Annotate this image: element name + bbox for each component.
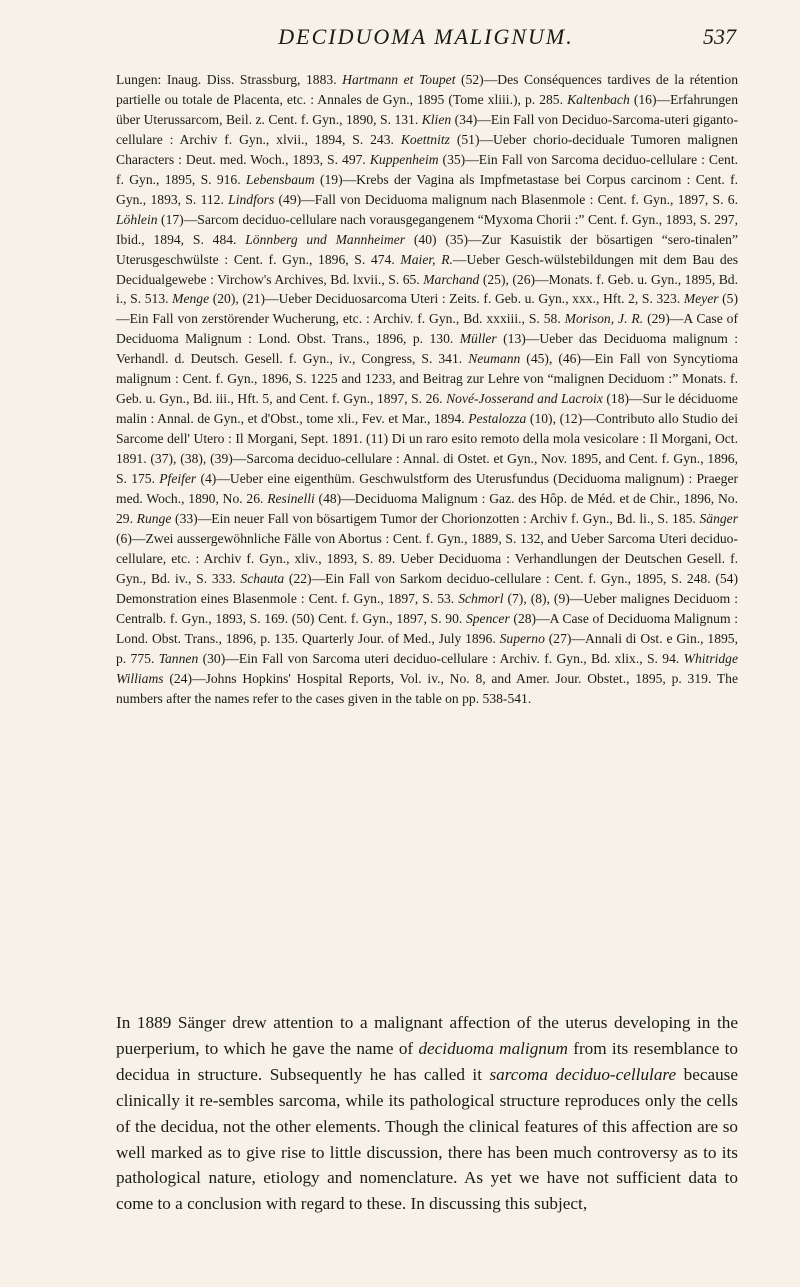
reference-text: (22)—Ein Fall von Sarkom deciduo-cellulare : Cent. f. Gyn., 1895, S. 248. (54) Demonstration eines Blasenmole : Cent. f. Gyn., 1897, S. 53. xyxy=(116,570,738,606)
body-paragraph xyxy=(116,1010,738,1217)
reference-italic: Runge xyxy=(136,510,172,526)
reference-text: (13)—Ueber das Deciduoma malignum : Verhandl. d. Deutsch. Gesell. f. Gyn., iv., Congress, S. 341. xyxy=(116,331,738,367)
reference-italic: Lindfors xyxy=(228,191,275,207)
reference-italic: Löhlein xyxy=(116,211,158,227)
reference-italic: Marchand xyxy=(423,271,480,287)
reference-italic: Nové-Josserand and Lacroix xyxy=(446,391,603,407)
reference-italic: Lebensbaum xyxy=(245,171,315,187)
reference-text: (29)—A Case of Deciduoma Malignum : Lond. Obst. Trans., 1896, p. 130. xyxy=(116,311,738,347)
reference-text: (45), (46)—Ein Fall von Syncytioma malignum : Cent. f. Gyn., 1896, S. 1225 and 1233, and Beitrag zur Lehre von “malignen Deciduom :” Monats. f. Geb. u. Gyn., Bd. iii., Hft. 5, and Cent. f. Gyn., 1897, S. 26. xyxy=(116,351,738,407)
reference-italic: Koettnitz xyxy=(400,131,450,147)
page-number: 537 xyxy=(703,24,736,49)
reference-italic: Pfeifer xyxy=(159,471,197,487)
reference-text: (20), (21)—Ueber Deciduosarcoma Uteri : Zeits. f. Geb. u. Gyn., xxx., Hft. 2, S. 323. xyxy=(209,291,684,307)
reference-text: (40) (35)—Zur Kasuistik der bösartigen “sero-tinalen” Uterusgeschwülste : Cent. f. Gyn., 1896, S. 474. xyxy=(116,231,738,267)
reference-text: (5)—Ein Fall von zerstörender Wucherung, etc. : Archiv. f. Gyn., Bd. xxxiii., S. 58. xyxy=(116,291,738,327)
reference-italic: Klien xyxy=(421,111,452,127)
reference-text: (35)—Ein Fall von Sarcoma deciduo-cellulare : Cent. f. Gyn., 1895, S. 916. xyxy=(116,151,738,187)
body-italic: sarcoma deciduo-cellulare xyxy=(489,1064,677,1084)
reference-text: (19)—Krebs der Vagina als Impfmetastase bei Corpus carcinom : Cent. f. Gyn., 1893, S. 112. xyxy=(116,171,738,207)
reference-text: (51)—Ueber chorio-deciduale Tumoren malignen Characters : Deut. med. Woch., 1893, S. 497. xyxy=(116,131,738,167)
reference-italic: Müller xyxy=(459,331,497,347)
reference-italic: Morison, J. R. xyxy=(564,311,644,327)
reference-italic: Superno xyxy=(499,630,545,646)
reference-text: (25), (26)—Monats. f. Geb. u. Gyn., 1895, Bd. i., S. 513. xyxy=(116,271,738,307)
reference-text: (34)—Ein Fall von Deciduo-Sarcoma-uteri giganto-cellulare : Archiv f. Gyn., xlvii., 1894, S. 243. xyxy=(116,111,738,147)
reference-text: (17)—Sarcom deciduo-cellulare nach vorausgegangenem “Myxoma Chorii :” Cent. f. Gyn., 1893, S. 297, Ibid., 1894, S. 484. xyxy=(116,211,738,247)
reference-italic: Tannen xyxy=(158,650,199,666)
body-italic: deciduoma malignum xyxy=(418,1038,568,1058)
reference-italic: Schmorl xyxy=(458,590,504,606)
reference-text: (52)—Des Conséquences tardives de la rétention partielle ou totale de Placenta, etc. : Annales de Gyn., 1895 (Tome xliii.), p. 285. xyxy=(116,72,738,107)
reference-list xyxy=(116,70,738,709)
running-header xyxy=(116,24,736,54)
reference-italic: Maier, R. xyxy=(400,251,453,267)
reference-italic: Kaltenbach xyxy=(567,91,630,107)
reference-text: (4)—Ueber eine eigenthüm. Geschwulstform des Uterusfundus (Deciduoma malignum) : Praeger med. Woch., 1890, No. 26. xyxy=(116,471,739,507)
reference-text: (49)—Fall von Deciduoma malignum nach Blasenmole : Cent. f. Gyn., 1897, S. 6. xyxy=(274,191,738,207)
running-title: DECIDUOMA MALIGNUM. xyxy=(278,24,574,49)
reference-text: (10), (12)—Contributo allo Studio dei Sarcome dell' Utero : Il Morgani, Sept. 1891. (11) Di un raro esito remoto della mola vesicolare : Il Morgani, Oct. 1891. (37), (38), (39)—Sarcoma deciduo-cellulare : Annal. di Ostet. et Gyn., Nov. 1895, and Cent. f. Gyn., 1896, S. 175. xyxy=(116,411,738,487)
reference-italic: Lönnberg und Mannheimer xyxy=(245,231,406,247)
reference-text: (16)—Erfahrungen über Uterussarcom, Beil. z. Cent. f. Gyn., 1890, S. 131. xyxy=(116,91,739,127)
reference-italic: Spencer xyxy=(465,610,510,626)
reference-text: (30)—Ein Fall von Sarcoma uteri deciduo-cellulare : Archiv. f. Gyn., Bd. xlix., S. 94. xyxy=(198,650,684,666)
reference-text: (28)—A Case of Deciduoma Malignum : Lond. Obst. Trans., 1896, p. 135. Quarterly Jour. of Med., July 1896. xyxy=(116,610,738,646)
reference-italic: Meyer xyxy=(683,291,719,307)
reference-text: (6)—Zwei aussergewöhnliche Fälle von Abortus : Cent. f. Gyn., 1889, S. 132, and Ueber Sarcoma Uteri deciduo-cellulare, etc. : Archiv f. Gyn., xliv., 1893, S. 89. Ueber Deciduoma : Verhandlungen der Deutschen Gesell. f. Gyn., Bd. iv., S. 333. xyxy=(116,530,738,586)
reference-text: Lungen: Inaug. Diss. Strassburg, 1883. xyxy=(116,72,343,87)
reference-text: (7), (8), (9)—Ueber malignes Deciduom : Centralb. f. Gyn., 1893, S. 169. (50) Cent. f. Gyn., 1897, S. 90. xyxy=(116,590,738,626)
reference-text: —Ueber Gesch-wülstebildungen mit dem Bau des Decidualgewebe : Virchow's Archives, Bd. lxvii., S. 65. xyxy=(116,251,739,287)
body-text: because clinically it re-sembles sarcoma, while its pathological structure reproduces only the cells of the decidua, not the other elements. Though the clinical features of this affection are so well marked as to give rise to little discussion, there has been much controversy as to its pathological nature, etiology and nomenclature. As yet we have not sufficient data to come to a conclusion with regard to these. In discussing this subject, xyxy=(116,1064,738,1214)
reference-italic: Menge xyxy=(172,291,210,307)
reference-text: (18)—Sur le déciduome malin : Annal. de Gyn., et d'Obst., tome xli., Fev. et Mar., 1894. xyxy=(116,391,738,427)
reference-text: (27)—Annali di Ost. e Gin., 1895, p. 775. xyxy=(116,630,739,666)
reference-italic: Kuppenheim xyxy=(369,151,439,167)
reference-text: (48)—Deciduoma Malignum : Gaz. des Hôp. de Méd. et de Chir., 1896, No. 29. xyxy=(116,491,738,526)
reference-italic: Whitridge Williams xyxy=(116,650,739,686)
reference-italic: Hartmann et Toupet xyxy=(342,72,456,87)
reference-text: (24)—Johns Hopkins' Hospital Reports, Vol. iv., No. 8, and Amer. Jour. Obstet., 1895, p. 319. xyxy=(163,670,712,686)
body-text: In 1889 Sänger drew attention to a malignant affection of the uterus developing in the puerperium, to which he gave the name of xyxy=(116,1013,738,1058)
body-text: from its resemblance to decidua in structure. Subsequently he has called it xyxy=(116,1038,739,1084)
reference-italic: Neumann xyxy=(468,351,521,367)
reference-italic: Resinelli xyxy=(267,491,315,507)
reference-italic: Pestalozza xyxy=(468,411,527,427)
reference-italic: Schauta xyxy=(240,570,285,586)
reference-text: (33)—Ein neuer Fall von bösartigem Tumor der Chorionzotten : Archiv f. Gyn., Bd. li., S. 185. xyxy=(171,510,700,526)
reference-note: The numbers after the names refer to the cases given in the table on pp. 538-541. xyxy=(116,670,738,706)
reference-italic: Sänger xyxy=(699,510,738,526)
